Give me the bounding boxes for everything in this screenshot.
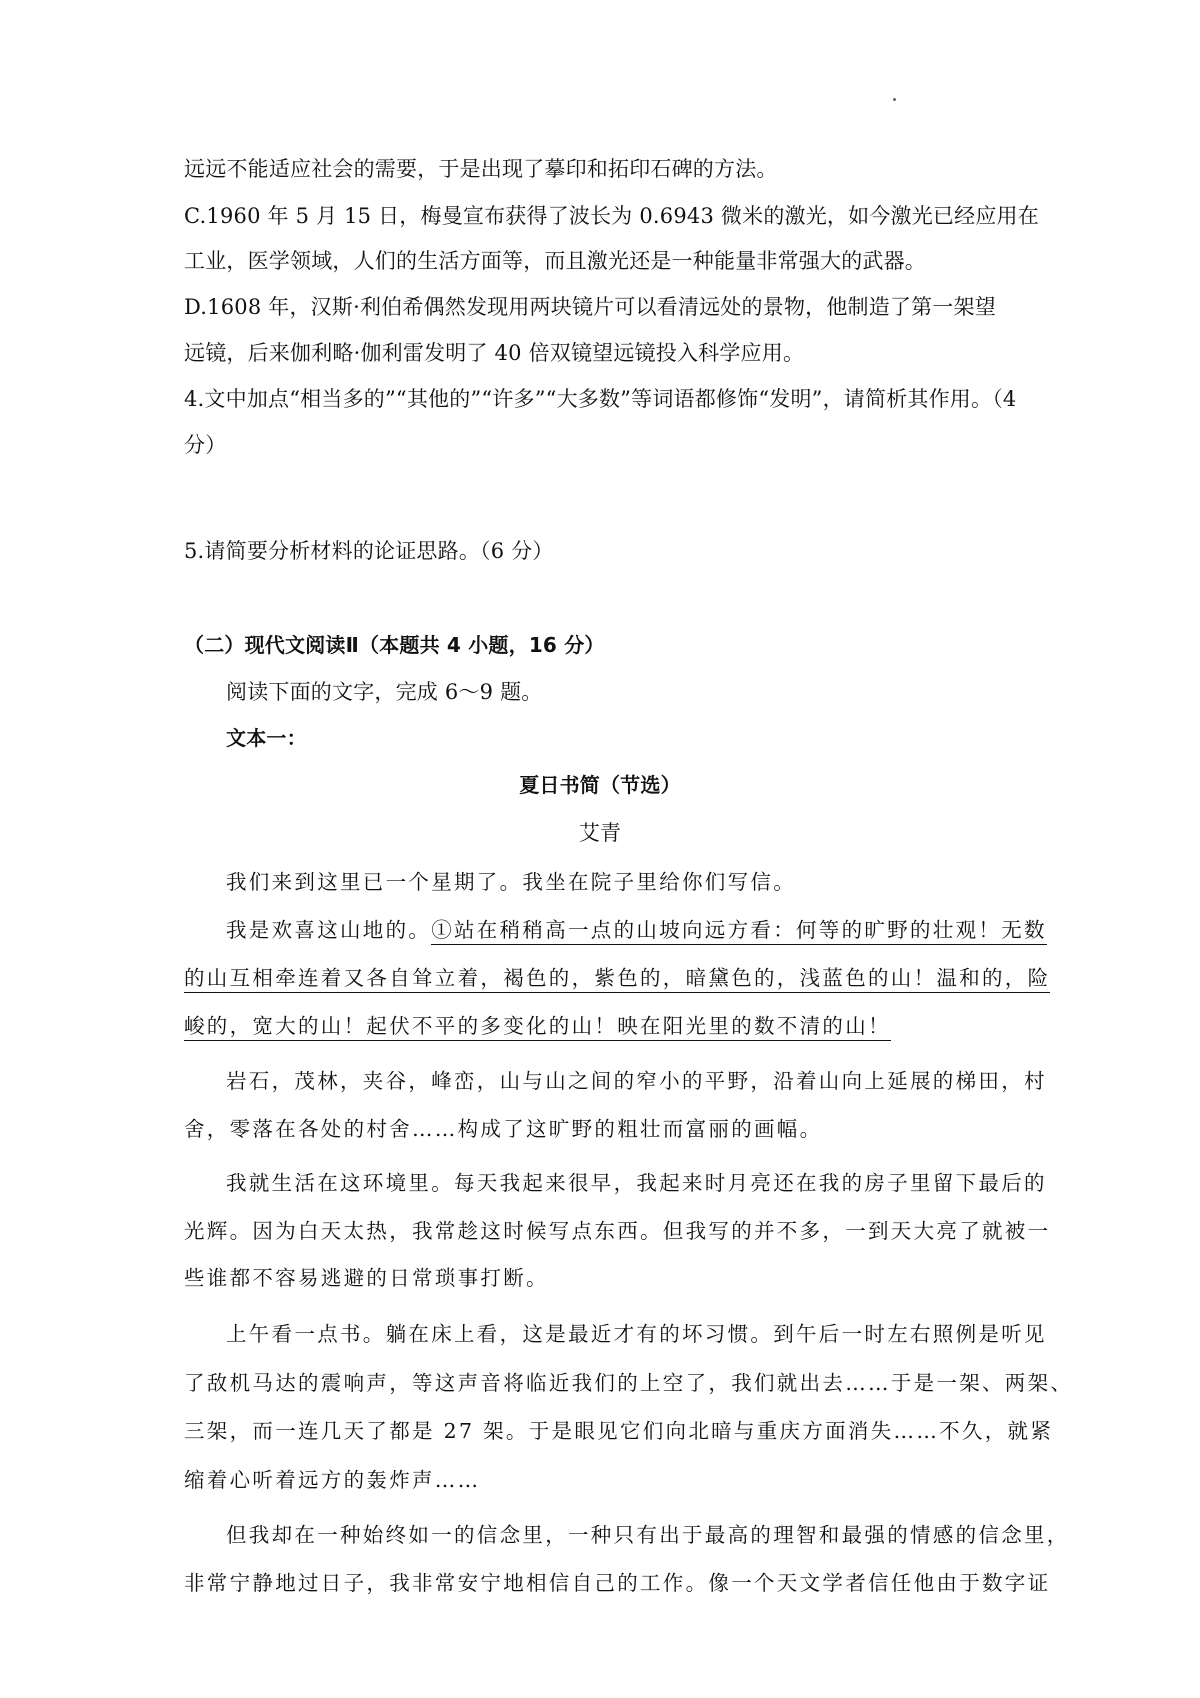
paragraph-2-line-1	[226, 915, 1076, 945]
paragraph-2-line-2	[184, 963, 1051, 993]
section-heading: （二）现代文阅读Ⅱ（本题共 4 小题，16 分）	[184, 633, 605, 657]
paragraph-2-line-3	[184, 1011, 1034, 1041]
paragraph-3-line-2: 舍，零落在各处的村舍……构成了这旷野的粗壮而富丽的画幅。	[184, 1117, 823, 1141]
paragraph-4-line-1: 我就生活在这环境里。每天我起来很早，我起来时月亮还在我的房子里留下最后的	[226, 1171, 1047, 1195]
continuation-line: 远远不能适应社会的需要，于是出现了摹印和拓印石碑的方法。	[184, 157, 778, 181]
paragraph-3-line-1: 岩石，茂林，夹谷，峰峦，山与山之间的窄小的平野，沿着山向上延展的梯田，村	[226, 1069, 1047, 1093]
paragraph-5-line-3: 三架，而一连几天了都是 27 架。于是眼见它们向北暗与重庆方面消失……不久，就紧	[184, 1419, 1054, 1443]
option-c-line-2: 工业，医学领域，人们的生活方面等，而且激光还是一种能量非常强大的武器。	[184, 249, 926, 273]
paragraph-5-line-1: 上午看一点书。躺在床上看，这是最近才有的坏习惯。到午后一时左右照例是听见	[226, 1322, 1047, 1346]
paragraph-4-line-3: 些谁都不容易逃避的日常琐事打断。	[184, 1266, 549, 1290]
paragraph-1: 我们来到这里已一个星期了。我坐在院子里给你们写信。	[226, 870, 796, 894]
option-d-line-2: 远镜，后来伽利略·伽利雷发明了 40 倍双镜望远镜投入科学应用。	[184, 341, 805, 365]
paragraph-5-line-4: 缩着心听着远方的轰炸声……	[184, 1468, 481, 1492]
underlined-sentence-1-part-3: 峻的，宽大的山！起伏不平的多变化的山！映在阳光里的数不清的山！	[184, 1014, 891, 1041]
page-mark	[893, 98, 896, 101]
passage-title: 夏日书简（节选）	[519, 773, 681, 797]
paragraph-6-line-1: 但我却在一种始终如一的信念里，一种只有出于最高的理智和最强的情感的信念里，	[226, 1523, 1070, 1547]
underlined-sentence-1-part-2: 的山互相牵连着又各自耸立着，褐色的，紫色的，暗黛色的，浅蓝色的山！温和的，险	[184, 966, 1050, 993]
paragraph-2-intro: 我是欢喜这山地的。	[226, 918, 432, 942]
reading-instruction: 阅读下面的文字，完成 6～9 题。	[226, 680, 543, 704]
question-4-line-2: 分）	[184, 433, 227, 457]
question-5: 5.请简要分析材料的论证思路。（6 分）	[184, 539, 554, 563]
passage-author: 艾青	[578, 821, 622, 845]
question-4-line-1: 4.文中加点“相当多的”“其他的”“许多”“大多数”等词语都修饰“发明”，请简析其作用。（4	[184, 387, 1017, 411]
option-c-line-1: C.1960 年 5 月 15 日，梅曼宣布获得了波长为 0.6943 微米的激光，如今激光已经应用在	[184, 204, 1039, 228]
paragraph-5-line-2: 了敌机马达的震响声，等这声音将临近我们的上空了，我们就出去……于是一架、两架、	[184, 1371, 1074, 1395]
option-d-line-1: D.1608 年，汉斯·利伯希偶然发现用两块镜片可以看清远处的景物，他制造了第一架望	[184, 295, 996, 319]
text-one-label: 文本一：	[226, 726, 307, 750]
underlined-sentence-1-part-1: ①站在稍稍高一点的山坡向远方看：何等的旷野的壮观！无数	[431, 918, 1047, 945]
paragraph-4-line-2: 光辉。因为白天太热，我常趁这时候写点东西。但我写的并不多，一到天大亮了就被一	[184, 1219, 1051, 1243]
paragraph-6-line-2: 非常宁静地过日子，我非常安宁地相信自己的工作。像一个天文学者信任他由于数字证	[184, 1571, 1051, 1595]
